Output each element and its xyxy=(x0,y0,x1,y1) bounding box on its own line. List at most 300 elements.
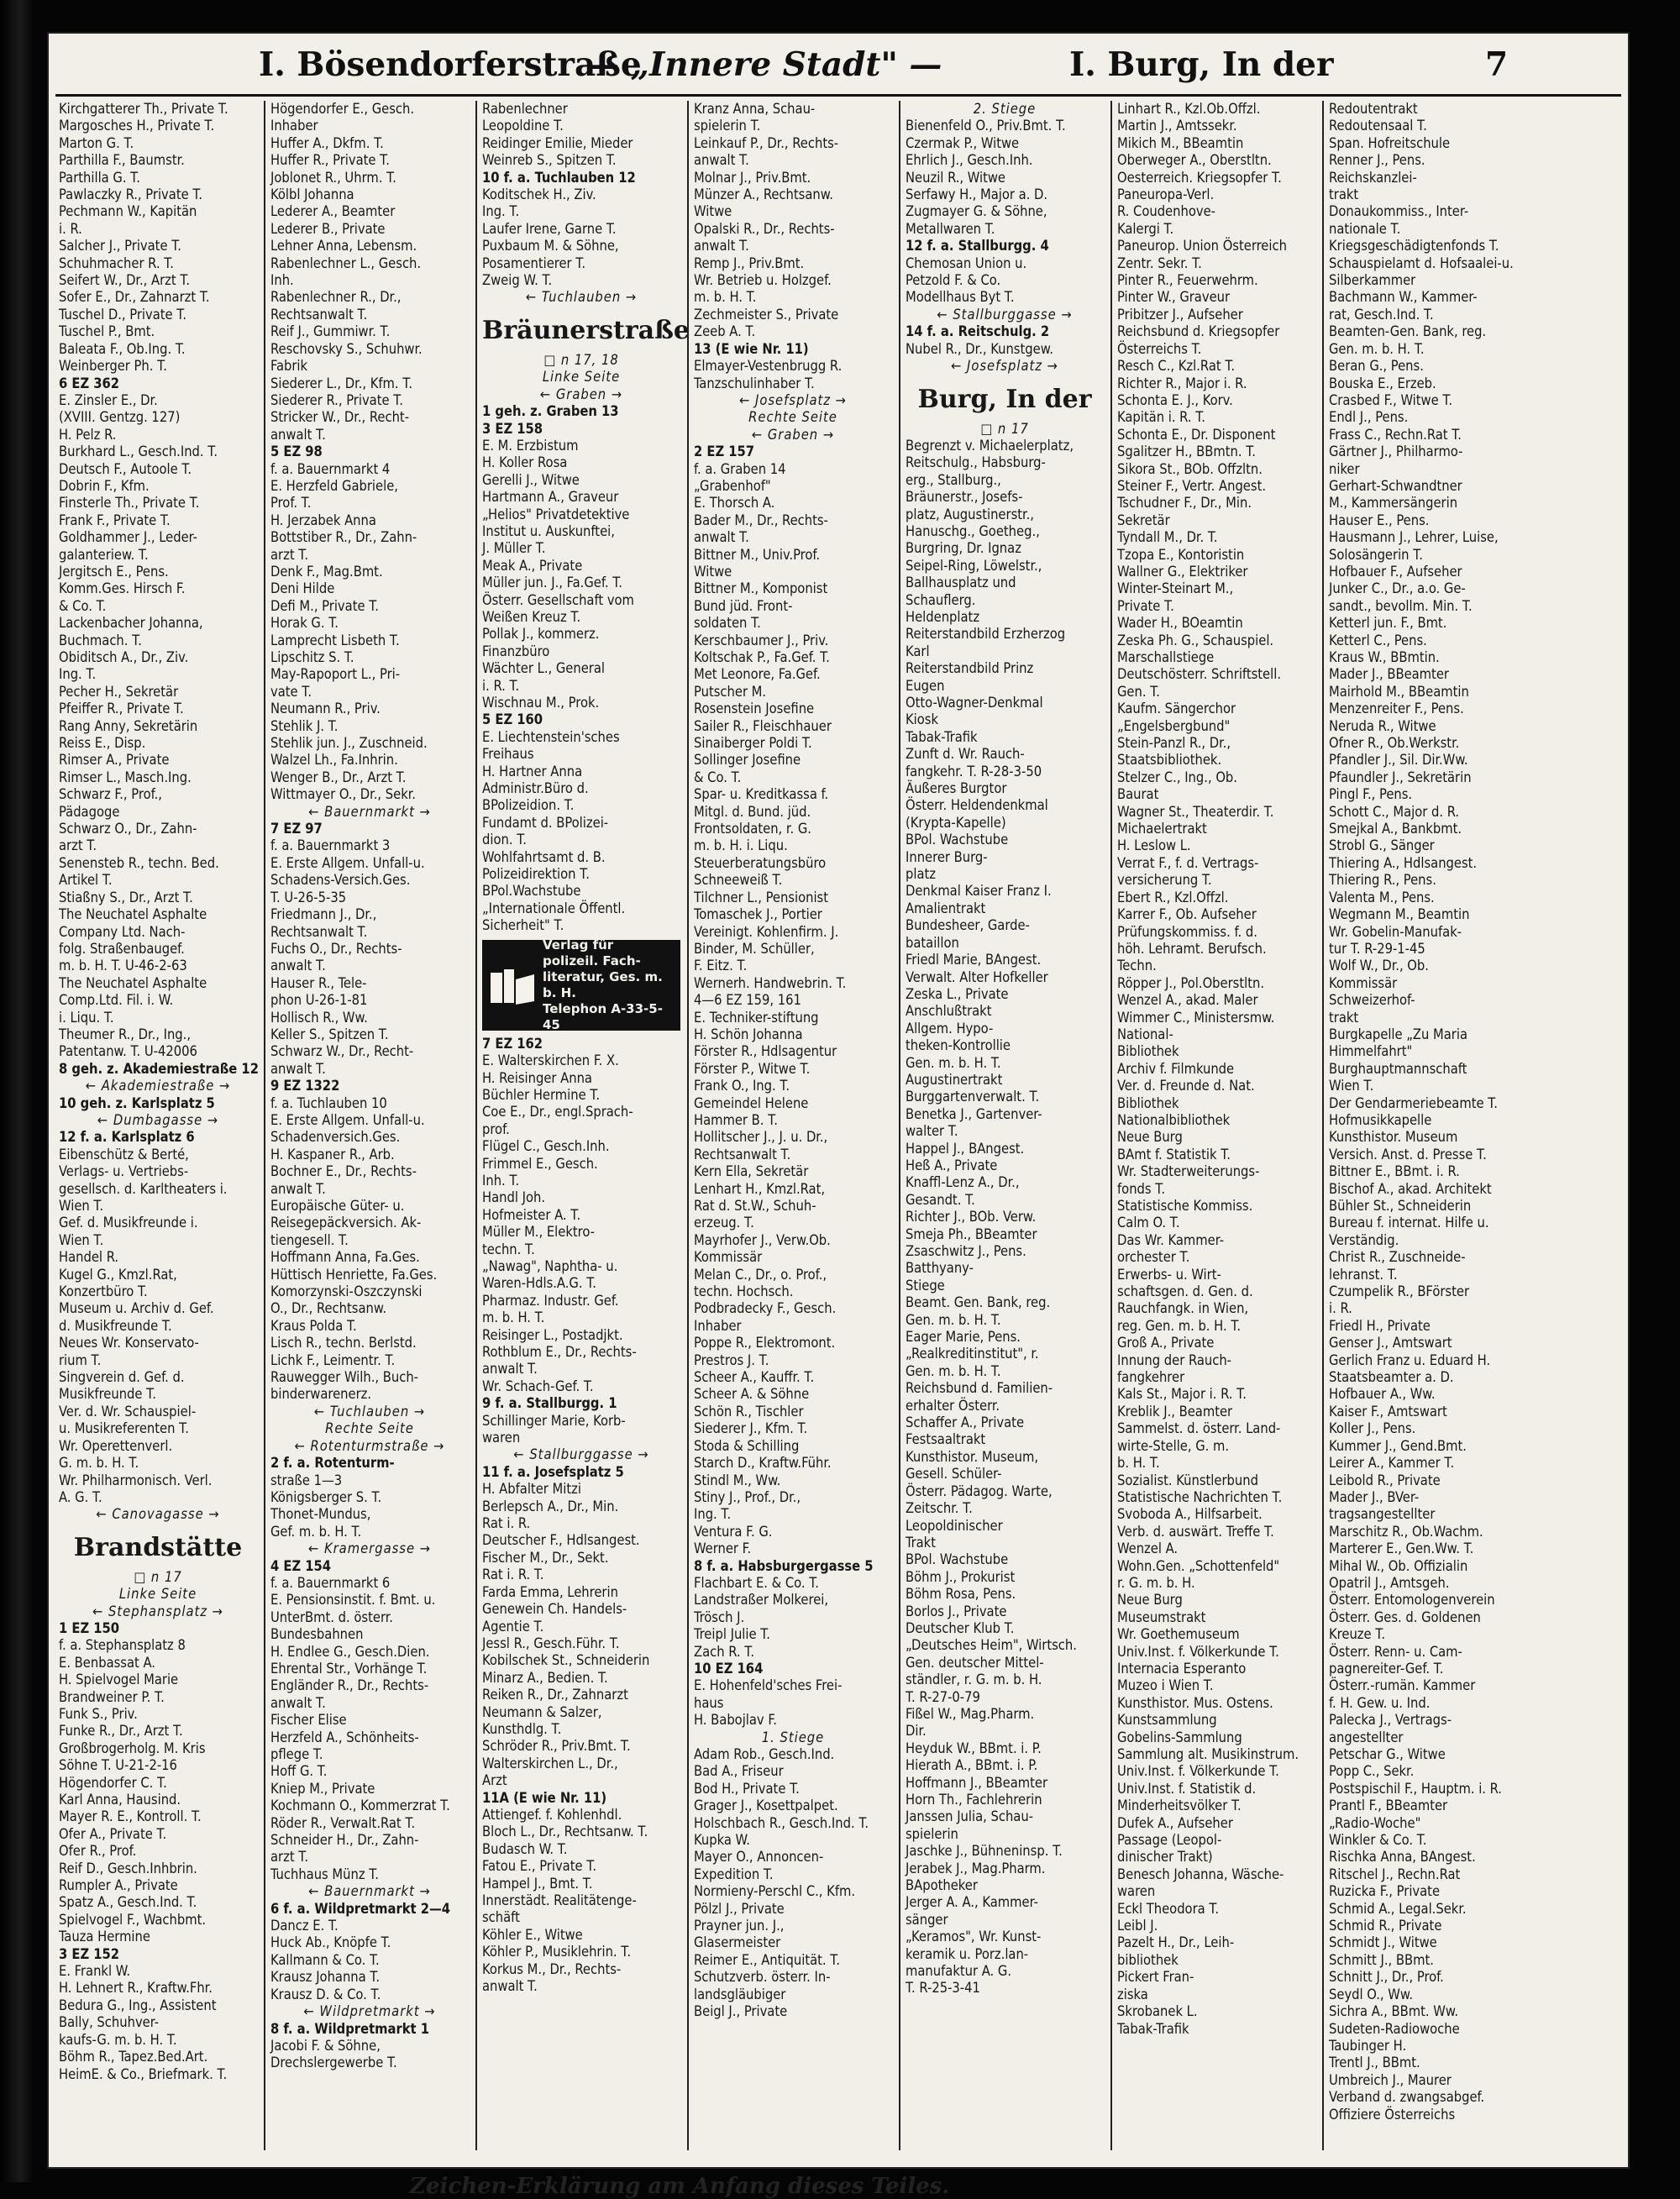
directory-entry: „Realkreditinstitut", r. xyxy=(906,1346,1039,1362)
directory-entry: Müller M., Elektro- xyxy=(482,1224,596,1241)
directory-entry: Schonta E., Dr. Disponent xyxy=(1117,426,1276,443)
directory-entry: Janssen Julia, Schau- xyxy=(906,1808,1034,1825)
directory-entry: Begrenzt v. Michaelerplatz, xyxy=(906,437,1074,454)
directory-entry: Inh. T. xyxy=(482,1172,520,1189)
directory-entry: Dufek A., Aufseher xyxy=(1117,1814,1233,1831)
directory-entry: Ehrlich J., Gesch.Inh. xyxy=(906,152,1033,169)
directory-entry: Goldhammer J., Leder- xyxy=(59,529,198,546)
directory-entry: Spatz A., Gesch.Ind. T. xyxy=(59,1894,197,1911)
directory-entry: tur T. R-29-1-45 xyxy=(1329,940,1425,957)
ad-line: Verlag für xyxy=(543,937,614,953)
directory-entry: 7 EZ 97 xyxy=(270,821,323,837)
directory-entry: 1. Stiege xyxy=(761,1729,825,1745)
directory-entry: Burggartenverwalt. T. xyxy=(906,1089,1040,1105)
directory-entry: Bod H., Private T. xyxy=(694,1780,800,1797)
directory-entry: Marterer E., Gen.Ww. T. xyxy=(1329,1540,1474,1557)
directory-entry: Kommissär xyxy=(1329,974,1398,991)
binding-edge xyxy=(0,0,34,2182)
directory-entry: Hofbauer A., Ww. xyxy=(1329,1386,1436,1403)
directory-entry: Binder, M. Schüller, xyxy=(694,940,815,957)
directory-entry: Hanuschg., Goetheg., xyxy=(906,522,1040,539)
directory-entry: keramik u. Porz.lan- xyxy=(906,1945,1029,1962)
directory-entry: Pollak J., kommerz. xyxy=(482,626,600,643)
directory-entry: anwalt T. xyxy=(270,1060,326,1077)
directory-entry: E. Walterskirchen F. X. xyxy=(482,1052,619,1069)
directory-entry: Österr.-rumän. Kammer xyxy=(1329,1677,1476,1694)
directory-entry: folg. Straßenbaugef. xyxy=(59,940,185,957)
directory-entry: Gesandt. T. xyxy=(906,1191,975,1208)
directory-entry: ← Dumbagasse → xyxy=(97,1111,219,1128)
directory-entry: Batthyany- xyxy=(906,1260,974,1277)
directory-entry: Muzeo i Wien T. xyxy=(1117,1677,1214,1694)
directory-entry: Drechslergewerbe T. xyxy=(270,2055,397,2071)
directory-entry: 10 geh. z. Karlsplatz 5 xyxy=(59,1094,215,1111)
directory-entry: Reitschulg., Habsburg- xyxy=(906,454,1046,471)
directory-entry: Zeska L., Private xyxy=(906,985,1009,1002)
directory-entry: Attiengef. f. Kohlenhdl. xyxy=(482,1806,622,1823)
directory-entry: Oberweger A., Oberstltn. xyxy=(1117,152,1272,169)
directory-entry: 6 EZ 362 xyxy=(59,375,120,391)
directory-entry: Umbreich J., Maurer xyxy=(1329,2071,1452,2088)
directory-entry: bibliothek xyxy=(1117,1951,1179,1968)
directory-entry: Coe E., Dr., engl.Sprach- xyxy=(482,1104,633,1120)
directory-entry: Sollinger Josefine xyxy=(694,752,801,769)
directory-entry: Ing. T. xyxy=(59,666,97,683)
directory-entry: 12 f. a. Stallburgg. 4 xyxy=(906,238,1049,255)
directory-entry: f. a. Tuchlauben 10 xyxy=(270,1094,387,1111)
directory-entry: T. R-27-0-79 xyxy=(906,1688,980,1705)
directory-entry: Reichsbund d. Kriegsopfer xyxy=(1117,323,1280,340)
directory-entry: Söhne T. U-21-2-16 xyxy=(59,1757,177,1774)
directory-entry: H. Endlee G., Gesch.Dien. xyxy=(270,1643,430,1660)
directory-entry: Rang Anny, Sekretärin xyxy=(59,717,198,734)
directory-entry: Company Ltd. Nach- xyxy=(59,923,186,940)
directory-entry: Mihal W., Ob. Offizialin xyxy=(1329,1557,1468,1574)
directory-entry: Bräunerstr., Josefs- xyxy=(906,489,1023,506)
directory-entry: i. R. T. xyxy=(482,677,520,694)
directory-entry: Schadens-Versich.Ges. xyxy=(270,872,411,889)
directory-entry: bataillon xyxy=(906,934,959,951)
directory-entry: Schadenversich.Ges. xyxy=(270,1129,401,1146)
header-rule xyxy=(55,94,1621,97)
directory-entry: Statistische Kommiss. xyxy=(1117,1198,1253,1214)
directory-entry: Tyndall M., Dr. T. xyxy=(1117,529,1218,546)
directory-entry: Met Leonore, Fa.Gef. xyxy=(694,666,821,683)
directory-entry: Seydl O., Ww. xyxy=(1329,1986,1414,2002)
column-divider xyxy=(1110,101,1112,2150)
directory-entry: anwalt T. xyxy=(694,152,749,169)
directory-entry: Friedl Marie, BAngest. xyxy=(906,952,1042,968)
directory-entry: Burghauptmannschaft xyxy=(1329,1060,1467,1077)
directory-entry: f. a. Bauernmarkt 4 xyxy=(270,460,391,477)
directory-entry: Kochmann O., Kommerzrat T. xyxy=(270,1798,450,1814)
directory-entry: Bureau f. internat. Hilfe u. xyxy=(1329,1215,1489,1231)
directory-entry: ← Kramergasse → xyxy=(307,1540,432,1557)
directory-entry: Kiosk xyxy=(906,711,939,728)
directory-entry: Wr. Stadterweiterungs- xyxy=(1117,1163,1260,1180)
directory-entry: Rat i. R. xyxy=(482,1515,531,1532)
directory-entry: Inh. xyxy=(270,272,294,289)
directory-entry: Rabenlechner L., Gesch. xyxy=(270,255,422,271)
directory-entry: Minarz A., Bedien. T. xyxy=(482,1669,608,1686)
directory-entry: f. a. Stephansplatz 8 xyxy=(59,1637,186,1654)
directory-entry: Schweizerhof- xyxy=(1329,992,1415,1009)
directory-entry: Donaukommiss., Inter- xyxy=(1329,203,1469,220)
directory-entry: r. G. m. b. H. xyxy=(1117,1574,1195,1591)
directory-entry: Gen. m. b. H. T. xyxy=(1329,340,1425,357)
directory-entry: Hierath A., BBmt. i. P. xyxy=(906,1757,1038,1774)
directory-entry: angestellter xyxy=(1329,1729,1404,1745)
directory-entry: Schwarz F., Prof., xyxy=(59,786,162,803)
directory-entry: anwalt T. xyxy=(482,1361,538,1378)
directory-entry: Sichra A., BBmt. Ww. xyxy=(1329,2003,1459,2020)
directory-entry: Schauspielamt d. Hofsaalei-u. xyxy=(1329,255,1514,271)
directory-entry: Zunft d. Wr. Rauch- xyxy=(906,746,1025,763)
directory-entry: Dancz E. T. xyxy=(270,1918,339,1934)
directory-entry: Wohn.Gen. „Schottenfeld" xyxy=(1117,1557,1280,1574)
directory-entry: Endl J., Pens. xyxy=(1329,409,1409,426)
directory-entry: Winkler & Co. T. xyxy=(1329,1832,1427,1849)
directory-entry: Neue Burg xyxy=(1117,1592,1183,1609)
directory-entry: Burkhard L., Gesch.Ind. T. xyxy=(59,443,218,460)
directory-entry: Normieny-Perschl C., Kfm. xyxy=(694,1883,856,1900)
directory-entry: 13 (E wie Nr. 11) xyxy=(694,340,809,357)
directory-entry: Bad A., Friseur xyxy=(694,1763,784,1780)
directory-entry: Oesterreich. Kriegsopfer T. xyxy=(1117,169,1282,186)
directory-entry: Hampel J., Bmt. T. xyxy=(482,1875,593,1892)
directory-entry: Kugel G., Kmzl.Rat, xyxy=(59,1266,177,1283)
directory-entry: anwalt T. xyxy=(482,1978,538,1995)
directory-entry: Kummer J., Gend.Bmt. xyxy=(1329,1437,1467,1454)
directory-entry: fangkehrer xyxy=(1117,1369,1185,1386)
directory-entry: Versich. Anst. d. Presse T. xyxy=(1329,1146,1487,1162)
directory-entry: Wien T. xyxy=(59,1231,104,1248)
directory-entry: Petzold F. & Co. xyxy=(906,272,1001,289)
directory-entry: ← Tuchlauben → xyxy=(313,1403,426,1420)
directory-entry: Schutzverb. österr. In- xyxy=(694,1969,831,1986)
directory-entry: Handel R. xyxy=(59,1249,119,1266)
directory-entry: 2 f. a. Rotenturm- xyxy=(270,1455,395,1472)
column-6 xyxy=(1117,101,1315,2150)
directory-entry: 9 f. a. Stallburgg. 1 xyxy=(482,1395,617,1412)
directory-entry: Heß A., Private xyxy=(906,1157,998,1173)
directory-entry: Budasch W. T. xyxy=(482,1840,568,1857)
directory-entry: 4—6 EZ 159, 161 xyxy=(694,992,801,1009)
directory-entry: Rosenstein Josefine xyxy=(694,701,815,717)
directory-entry: Rauwegger Wilh., Buch- xyxy=(270,1369,418,1386)
directory-entry: BPol.Wachstube xyxy=(482,883,581,900)
directory-entry: landsgläubiger xyxy=(694,1986,786,2002)
directory-entry: Fuchs O., Dr., Rechts- xyxy=(270,940,402,957)
directory-entry: 8 f. a. Habsburgergasse 5 xyxy=(694,1557,874,1574)
directory-entry: Poppe R., Elektromont. xyxy=(694,1335,836,1351)
directory-entry: „Helios" Privatdetektive xyxy=(482,506,630,522)
directory-entry: Wien T. xyxy=(1329,1078,1374,1094)
directory-entry: H. Koller Rosa xyxy=(482,454,568,471)
directory-entry: Bachmann W., Kammer- xyxy=(1329,289,1478,306)
directory-entry: d. Musikfreunde T. xyxy=(59,1317,172,1334)
header-right-street: I. Burg, In der xyxy=(1069,45,1334,84)
directory-entry: Prestros J. T. xyxy=(694,1351,769,1368)
directory-entry: National- xyxy=(1117,1026,1173,1042)
directory-entry: 11A (E wie Nr. 11) xyxy=(482,1789,607,1806)
directory-entry: ← Akademiestraße → xyxy=(85,1078,231,1094)
directory-entry: Schuhmacher R. T. xyxy=(59,255,174,271)
directory-entry: erg., Stallburg., xyxy=(906,471,1001,488)
directory-entry: Hofmeister A. T. xyxy=(482,1206,581,1223)
directory-entry: BApotheker xyxy=(906,1877,978,1894)
directory-entry: Pharmaz. Industr. Gef. xyxy=(482,1292,619,1309)
directory-entry: Bouska E., Erzeb. xyxy=(1329,375,1436,391)
column-divider xyxy=(264,101,265,2150)
directory-entry: Verwalt. Alter Hofkeller xyxy=(906,968,1048,985)
directory-entry: E. Erste Allgem. Unfall-u. xyxy=(270,854,425,871)
directory-entry: E. Thorsch A. xyxy=(694,495,775,512)
directory-entry: Inhaber xyxy=(270,118,318,134)
directory-entry: Prantl F., BBeamter xyxy=(1329,1798,1448,1814)
directory-entry: ← Stallburggasse → xyxy=(513,1446,649,1463)
directory-entry: E. Pensionsinstit. f. Bmt. u. xyxy=(270,1592,436,1609)
directory-entry: Trösch J. xyxy=(694,1609,745,1625)
directory-entry: Jergitsch E., Pens. xyxy=(59,563,169,580)
directory-entry: Prayner jun. J., xyxy=(694,1918,785,1934)
directory-entry: Huck Ab., Knöpfe T. xyxy=(270,1934,391,1951)
ad-line: literatur, Ges. m. b. H. xyxy=(543,968,663,1000)
directory-entry: Schott C., Major d. R. xyxy=(1329,803,1460,820)
directory-entry: Kommissär xyxy=(694,1249,763,1266)
directory-entry: Friedl H., Private xyxy=(1329,1317,1431,1334)
directory-entry: Wr. Philharmonisch. Verl. xyxy=(59,1472,213,1488)
directory-entry: Königsberger S. T. xyxy=(270,1488,382,1505)
directory-entry: Gen. m. b. H. T. xyxy=(906,1054,1001,1071)
header-district: — „Innere Stadt" — xyxy=(586,45,942,84)
directory-entry: „Engelsbergbund" xyxy=(1117,717,1231,734)
directory-entry: Defi M., Private T. xyxy=(270,597,379,614)
directory-entry: Komm.Ges. Hirsch F. xyxy=(59,580,186,597)
directory-entry: sandt., bevollm. Min. T. xyxy=(1329,597,1473,614)
directory-entry: Ballhausplatz und xyxy=(906,575,1016,591)
directory-entry: (Krypta-Kapelle) xyxy=(906,814,1006,831)
directory-entry: Hofbauer F., Aufseher xyxy=(1329,563,1462,580)
directory-entry: Paneuropa-Verl. xyxy=(1117,186,1215,203)
directory-entry: Rat i. R. T. xyxy=(482,1567,544,1583)
directory-entry: Pribitzer J., Aufseher xyxy=(1117,306,1243,323)
directory-entry: HeimE. & Co., Briefmark. T. xyxy=(59,2065,228,2082)
directory-entry: Lisch R., techn. Berlstd. xyxy=(270,1335,417,1351)
directory-entry: Pecher H., Sekretär xyxy=(59,683,179,700)
directory-entry: Jessl R., Gesch.Führ. T. xyxy=(482,1635,620,1651)
directory-entry: arzt T. xyxy=(270,1849,309,1866)
directory-entry: M., Kammersängerin xyxy=(1329,495,1458,512)
directory-entry: Zeitschr. T. xyxy=(906,1500,973,1517)
directory-entry: Innerstädt. Realitätenge- xyxy=(482,1892,637,1908)
directory-entry: Zweig W. T. xyxy=(482,272,553,289)
directory-entry: Wohlfahrtsamt d. B. xyxy=(482,848,606,865)
directory-entry: Hollitscher J., J. u. Dr., xyxy=(694,1129,828,1146)
directory-entry: Ketterl jun. F., Bmt. xyxy=(1329,615,1447,632)
directory-entry: pagnereiter-Gef. T. xyxy=(1329,1660,1444,1677)
directory-entry: f. H. Gew. u. Ind. xyxy=(1329,1694,1431,1711)
directory-entry: Puxbaum M. & Söhne, xyxy=(482,238,619,255)
directory-entry: Weinreb S., Spitzen T. xyxy=(482,152,617,169)
directory-entry: Mader J., BVer- xyxy=(1329,1488,1420,1505)
directory-entry: Sozialist. Künstlerbund xyxy=(1117,1472,1258,1488)
directory-entry: Lehner Anna, Lebensm. xyxy=(270,238,417,255)
directory-entry: Thiering A., Hdlsangest. xyxy=(1329,854,1478,871)
directory-entry: Rothblum E., Dr., Rechts- xyxy=(482,1344,637,1360)
directory-entry: Bittner M., Komponist xyxy=(694,580,828,597)
directory-entry: Großbrogerholg. M. Kris xyxy=(59,1740,206,1756)
directory-entry: Horak G. T. xyxy=(270,615,339,632)
directory-entry: Podbradecky F., Gesch. xyxy=(694,1300,837,1317)
directory-entry: Kunsthistor. Mus. Ostens. xyxy=(1117,1694,1273,1711)
directory-entry: Schneider H., Dr., Zahn- xyxy=(270,1832,419,1849)
directory-entry: Parthilla F., Baumstr. xyxy=(59,152,185,169)
directory-entry: Benetka J., Gartenver- xyxy=(906,1105,1042,1122)
directory-entry: theken-Kontrollie xyxy=(906,1037,1011,1054)
directory-entry: Rechtsanwalt T. xyxy=(270,306,368,323)
directory-entry: soldaten T. xyxy=(694,615,761,632)
directory-entry: E. Benbassat A. xyxy=(59,1654,155,1671)
directory-entry: Renner J., Pens. xyxy=(1329,152,1425,169)
directory-entry: i. Liqu. T. xyxy=(59,1009,114,1026)
directory-entry: Silberkammer xyxy=(1329,272,1416,289)
directory-entry: Salcher J., Private T. xyxy=(59,238,181,255)
directory-entry: Rat d. St.W., Schuh- xyxy=(694,1198,816,1214)
directory-entry: rium T. xyxy=(59,1351,102,1368)
directory-entry: Högendorfer C. T. xyxy=(59,1774,167,1791)
directory-entry: Gef. m. b. H. T. xyxy=(270,1523,362,1540)
directory-entry: 10 EZ 164 xyxy=(694,1660,764,1677)
directory-entry: Rechte Seite xyxy=(748,409,837,426)
directory-entry: Beamt. Gen. Bank, reg. xyxy=(906,1294,1051,1311)
directory-entry: Crasbed F., Witwe T. xyxy=(1329,391,1453,408)
directory-entry: 8 geh. z. Akademiestraße 12 xyxy=(59,1060,259,1077)
directory-entry: b. H. T. xyxy=(1117,1455,1160,1472)
directory-entry: T. R-25-3-41 xyxy=(906,1980,980,1997)
directory-entry: Schonta E. J., Korv. xyxy=(1117,391,1233,408)
directory-entry: Smejkal A., Bankbmt. xyxy=(1329,821,1462,837)
directory-entry: Leopoldinischer xyxy=(906,1517,1003,1534)
directory-entry: Knaffl-Lenz A., Dr., xyxy=(906,1174,1020,1191)
directory-entry: Ofer R., Prof. xyxy=(59,1843,137,1860)
directory-entry: E. Herzfeld Gabriele, xyxy=(270,477,398,494)
directory-entry: techn. Hochsch. xyxy=(694,1283,794,1300)
directory-entry: H. Leslow L. xyxy=(1117,837,1191,854)
directory-entry: Koller J., Pens. xyxy=(1329,1420,1416,1437)
directory-entry: The Neuchatel Asphalte xyxy=(59,906,207,923)
directory-entry: Internacia Esperanto xyxy=(1117,1660,1247,1677)
directory-entry: Senensteb R., techn. Bed. xyxy=(59,854,219,871)
directory-entry: Eugen xyxy=(906,677,945,694)
directory-entry: Neruda R., Witwe xyxy=(1329,717,1436,734)
directory-entry: Kriegsgeschädigtenfonds T. xyxy=(1329,238,1499,255)
directory-entry: Rumpler A., Private xyxy=(59,1877,178,1894)
directory-entry: 3 EZ 152 xyxy=(59,1945,120,1962)
column-1 xyxy=(59,101,257,2150)
directory-entry: Ebert R., Kzl.Offzl. xyxy=(1117,889,1229,905)
directory-entry: Heldenplatz xyxy=(906,608,980,625)
directory-entry: Tanzschulinhaber T. xyxy=(694,375,815,391)
directory-entry: Flügel C., Gesch.Inh. xyxy=(482,1138,610,1155)
directory-entry: Zeska Ph. G., Schauspiel. xyxy=(1117,632,1274,648)
directory-entry: Michaelertrakt xyxy=(1117,821,1207,837)
directory-entry: H. Reisinger Anna xyxy=(482,1069,592,1086)
directory-entry: Serfawy H., Major a. D. xyxy=(906,186,1048,203)
directory-entry: Nationalbibliothek xyxy=(1117,1111,1231,1128)
directory-entry: manufaktur A. G. xyxy=(906,1963,1011,1980)
directory-entry: Polizeidirektion T. xyxy=(482,866,590,883)
directory-entry: Anschlußtrakt xyxy=(906,1003,992,1020)
directory-entry: Richter R., Major i. R. xyxy=(1117,375,1247,391)
directory-entry: May-Rapoport L., Pri- xyxy=(270,666,401,683)
directory-entry: Zeeb A. T. xyxy=(694,323,756,340)
directory-entry: Weinberger Ph. T. xyxy=(59,358,167,375)
directory-entry: E. Hohenfeld'sches Frei- xyxy=(694,1677,843,1694)
directory-entry: Sammelst. d. österr. Land- xyxy=(1117,1420,1281,1437)
directory-entry: Putscher M. xyxy=(694,683,767,700)
directory-entry: Denkmal Kaiser Franz I. xyxy=(906,883,1052,900)
directory-entry: Fundamt d. BPolizei- xyxy=(482,814,609,831)
directory-entry: anwalt T. xyxy=(270,958,326,974)
directory-entry: ← Graben → xyxy=(539,386,623,402)
directory-entry: Hoff G. T. xyxy=(270,1763,328,1780)
directory-entry: „Internationale Öffentl. xyxy=(482,900,626,916)
directory-entry: Flachbart E. & Co. T. xyxy=(694,1574,819,1591)
directory-entry: Ver. d. Wr. Schauspiel- xyxy=(59,1403,197,1420)
directory-entry: Reichsbund d. Familien- xyxy=(906,1380,1053,1397)
directory-entry: (XVIII. Gentzg. 127) xyxy=(59,409,181,426)
directory-entry: Ruzicka F., Private xyxy=(1329,1883,1441,1900)
directory-entry: Köhler E., Witwe xyxy=(482,1926,583,1943)
header-left-street: I. Bösendorferstraße xyxy=(259,45,642,84)
directory-entry: Reichskanzlei- xyxy=(1329,169,1417,186)
directory-entry: Brandweiner P. T. xyxy=(59,1688,165,1705)
directory-entry: versicherung T. xyxy=(1117,872,1212,889)
directory-entry: Fischer M., Dr., Sekt. xyxy=(482,1549,609,1566)
directory-entry: Junker C., Dr., a.o. Ge- xyxy=(1329,580,1466,597)
directory-entry: UnterBmt. d. österr. xyxy=(270,1609,393,1625)
column-divider xyxy=(475,101,477,2150)
directory-entry: Wader H., BOeamtin xyxy=(1117,615,1243,632)
directory-entry: Österr. Renn- u. Cam- xyxy=(1329,1643,1462,1660)
directory-entry: Pfaundler J., Sekretärin xyxy=(1329,769,1472,785)
directory-entry: H. Kaspaner R., Arb. xyxy=(270,1146,395,1162)
directory-entry: Spielvogel F., Wachbmt. xyxy=(59,1911,207,1928)
directory-entry: Bally, Schuhver- xyxy=(59,2014,160,2031)
directory-entry: Neuzil R., Witwe xyxy=(906,169,1006,186)
directory-entry: BPol. Wachstube xyxy=(906,1551,1009,1568)
directory-entry: 3 EZ 158 xyxy=(482,420,543,437)
directory-entry: Taubinger H. xyxy=(1329,2037,1407,2054)
directory-entry: kaufs-G. m. b. H. T. xyxy=(59,2031,177,2048)
directory-entry: Pickert Fran- xyxy=(1117,1969,1194,1986)
directory-entry: Bader M., Dr., Rechts- xyxy=(694,512,828,528)
directory-entry: Stiny J., Prof., Dr., xyxy=(694,1488,801,1505)
directory-entry: Christ R., Zuschneide- xyxy=(1329,1249,1466,1266)
directory-entry: Österr. Gesellschaft vom xyxy=(482,591,634,608)
directory-entry: O., Dr., Rechtsanw. xyxy=(270,1300,387,1317)
directory-entry: 11 f. a. Josefsplatz 5 xyxy=(482,1463,624,1480)
directory-entry: spielerin xyxy=(906,1825,958,1842)
directory-entry: Singverein d. Gef. d. xyxy=(59,1369,185,1386)
directory-entry: ← Wildpretmarkt → xyxy=(303,2003,436,2020)
directory-entry: Strobl G., Sänger xyxy=(1329,837,1435,854)
directory-entry: Karl Anna, Hausind. xyxy=(59,1792,181,1808)
directory-entry: Hauser E., Pens. xyxy=(1329,512,1430,528)
directory-entry: Arzt xyxy=(482,1772,507,1789)
directory-entry: Expedition T. xyxy=(694,1866,774,1882)
